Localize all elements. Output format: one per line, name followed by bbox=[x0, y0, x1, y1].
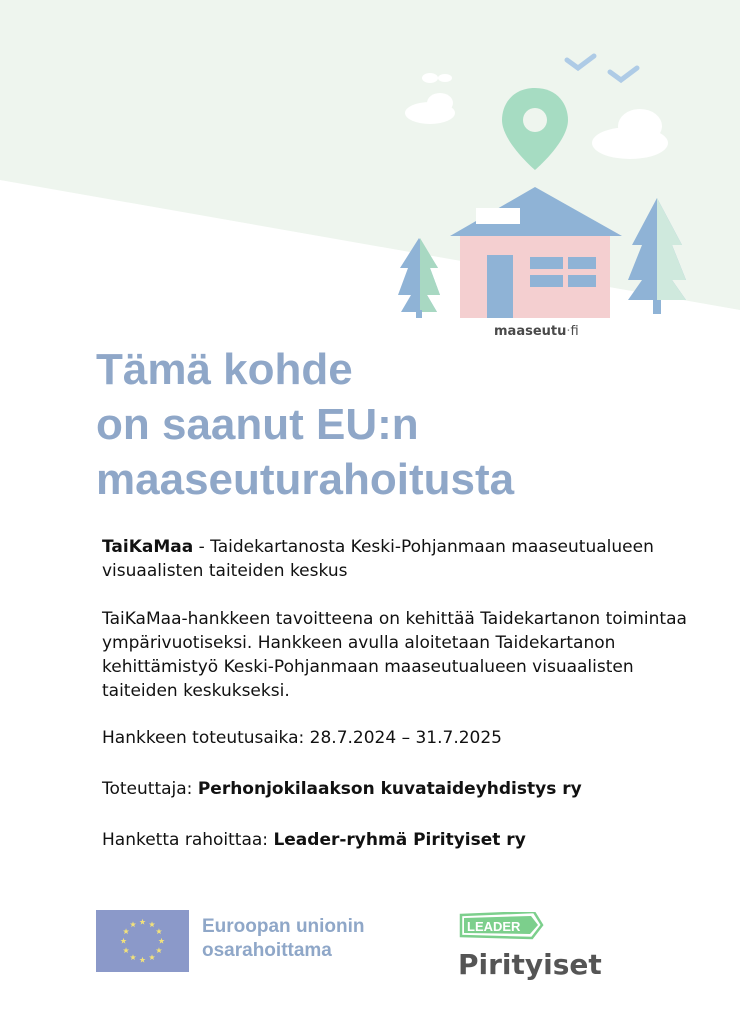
headline bbox=[96, 342, 514, 507]
project-description: TaiKaMaa-hankkeen tavoitteena on kehittää Taidekartanon toimintaa ympärivuotiseksi. Hankkeen avulla aloitetaan Taidekartanon kehittämistyö Keski-Pohjanmaan maaseutualueen visuaalisten taiteiden keskukseksi. bbox=[102, 609, 687, 701]
leader-badge-text: LEADER bbox=[467, 919, 521, 934]
period-value: 28.7.2024 – 31.7.2025 bbox=[309, 728, 503, 748]
project-name: TaiKaMaa bbox=[102, 537, 194, 557]
project-funder bbox=[102, 828, 702, 852]
project-implementer bbox=[102, 777, 702, 801]
funder-value: Leader-ryhmä Pirityiset ry bbox=[273, 830, 526, 850]
brand-dot: · bbox=[566, 324, 571, 339]
brand-name-main: maaseutu bbox=[494, 324, 567, 339]
leader-name-text: Pirityiset bbox=[458, 948, 602, 981]
headline-line: maaseuturahoitusta bbox=[96, 455, 515, 504]
eu-label-line: osarahoittama bbox=[202, 940, 332, 961]
eu-label-line: Euroopan unionin bbox=[202, 916, 365, 937]
funder-label: Hanketta rahoittaa: bbox=[102, 830, 274, 850]
project-period bbox=[102, 726, 702, 750]
project-subtitle: - Taidekartanosta Keski-Pohjanmaan maaseutualueen visuaalisten taiteiden keskus bbox=[102, 537, 654, 581]
brand-name-suffix: fi bbox=[570, 324, 579, 339]
implementer-value: Perhonjokilaakson kuvataideyhdistys ry bbox=[197, 779, 582, 799]
eu-funding-label bbox=[202, 915, 365, 963]
implementer-label: Toteuttaja: bbox=[102, 779, 198, 799]
eu-flag-icon bbox=[96, 910, 189, 972]
brand-logo bbox=[494, 324, 579, 339]
headline-line: Tämä kohde bbox=[96, 345, 353, 394]
leader-pirityiset-logo bbox=[458, 912, 608, 982]
headline-line: on saanut EU:n bbox=[96, 400, 419, 449]
project-title bbox=[102, 535, 702, 583]
period-label: Hankkeen toteutusaika: bbox=[102, 728, 310, 748]
project-info bbox=[102, 535, 702, 852]
header-illustration bbox=[0, 0, 740, 345]
